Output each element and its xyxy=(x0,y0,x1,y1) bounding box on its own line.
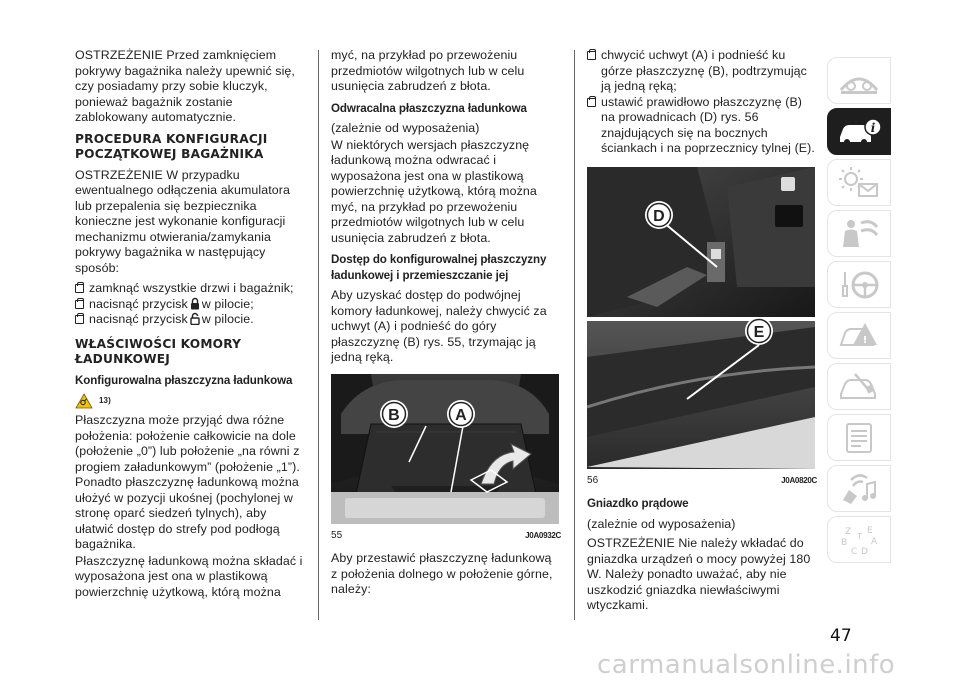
tab-index[interactable] xyxy=(827,516,891,563)
svg-text:D: D xyxy=(653,207,665,225)
cargo-floor-illustration xyxy=(331,374,559,524)
dashboard-icon xyxy=(837,64,881,98)
section-heading: PROCEDURA KONFIGURACJI POCZĄTKOWEJ BAGAŻNIKA xyxy=(75,131,268,161)
column-divider xyxy=(318,50,319,620)
steering-icon xyxy=(837,268,881,302)
svg-text:B: B xyxy=(841,537,848,548)
warning-paragraph: OSTRZEŻENIE Przed zamknięciem pokrywy bagażnika należy upewnić się, czy posiadamy przy sobie kluczyk, ponieważ bagażnik zostanie zablokowany automatycznie. xyxy=(75,48,295,124)
list-item: zamknąć wszystkie drzwi i bagażnik; xyxy=(75,281,307,297)
bullet-icon xyxy=(587,98,596,107)
svg-text:T: T xyxy=(857,531,862,541)
lights-icon xyxy=(837,166,881,200)
lock-icon xyxy=(190,297,200,310)
figure-number: 56 xyxy=(587,474,599,486)
callout-d xyxy=(645,201,673,229)
subsection-heading: Dostęp do konfigurowalnej płaszczyzny ładunkowej i przemieszczanie jej xyxy=(331,253,547,282)
svg-text:i: i xyxy=(870,120,876,135)
tab-multimedia[interactable] xyxy=(827,465,891,512)
tab-dashboard[interactable] xyxy=(827,57,891,104)
tab-lights[interactable] xyxy=(827,159,891,206)
subsection-heading: Odwracalna płaszczyzna ładunkowa xyxy=(331,101,527,115)
tab-maintenance[interactable] xyxy=(827,363,891,410)
body-paragraph: Płaszczyznę ładunkową można składać i wyposażona jest ona w plastikową powierzchnię użytkową, którą można xyxy=(75,553,303,599)
svg-text:A: A xyxy=(871,536,878,547)
page-number: 47 xyxy=(830,626,852,646)
figure-caption xyxy=(587,473,817,489)
callout-b xyxy=(380,400,408,428)
callout-e xyxy=(745,317,773,345)
list-item: ustawić prawidłowo płaszczyznę (B) na prowadnicach (D) rys. 56 znajdujących się na bocznych ściankach i na poprzecznicy tylnej (E). xyxy=(587,95,817,157)
svg-text:D: D xyxy=(861,546,868,557)
emergency-icon xyxy=(837,319,881,353)
list-item: chwycić uchwyt (A) i podnieść ku górze płaszczyznę (B), podtrzymując ją jedną ręką; xyxy=(587,48,817,95)
tab-emergency[interactable] xyxy=(827,312,891,359)
warning-paragraph: OSTRZEŻENIE Nie należy wkładać do gniazdka urządzeń o mocy powyżej 180 W. Należy ponadto uważać, aby nie uszkodzić gniazdka niewłaściwymi wtyczkami. xyxy=(587,536,811,612)
bullet-icon xyxy=(75,300,84,309)
svg-text:!: ! xyxy=(862,334,868,346)
tab-specs[interactable] xyxy=(827,414,891,461)
availability-note: (zależnie od wyposażenia) xyxy=(331,121,480,135)
index-icon xyxy=(837,523,881,557)
bullet-icon xyxy=(75,284,84,293)
car-info-icon xyxy=(837,115,881,149)
multimedia-icon xyxy=(837,472,881,506)
body-paragraph: Aby przestawić płaszczyznę ładunkową z położenia dolnego w położenie górne, należy: xyxy=(331,551,553,596)
body-paragraph: Płaszczyzna może przyjąć dwa różne położenia: położenie całkowicie na dole (położenie „0”) lub położenie „na równi z progiem załadunkowym” (położenie „1”). Ponadto płaszczyznę ładunkową można ułożyć w pozycji ukośnej (pochylonej w stronę oparć siedzeń tylnych), aby ułatwić dostęp do strefy pod podłogą bagażnika. xyxy=(75,413,300,551)
figure-55-cargo-floor xyxy=(331,374,559,524)
cargo-guides-illustration xyxy=(587,167,815,469)
figure-code: J0A0932C xyxy=(525,530,561,540)
figure-caption xyxy=(331,528,561,544)
tab-steering[interactable] xyxy=(827,261,891,308)
chapter-tabs xyxy=(827,57,891,567)
figure-code: J0A0820C xyxy=(781,475,817,485)
svg-text:A: A xyxy=(455,406,467,424)
tab-safety[interactable] xyxy=(827,210,891,257)
availability-note: (zależnie od wyposażenia) xyxy=(587,516,736,531)
body-paragraph: W niektórych wersjach płaszczyznę ładunkową można odwracać i wyposażona jest ona w plastikową powierzchnię użytkową, którą można myć, na przykład po przewożeniu przedmiotów wilgotnych lub w celu usunięcia zabrudzeń z błota. xyxy=(331,137,537,245)
list-item: nacisnąć przycisk w pilocie. xyxy=(75,312,307,328)
svg-text:B: B xyxy=(388,406,400,424)
watermark: carmanualsonline.info xyxy=(597,650,896,680)
warning-triangle-icon xyxy=(75,393,93,409)
safety-icon xyxy=(837,217,881,251)
column-1 xyxy=(75,48,307,601)
body-paragraph: myć, na przykład po przewożeniu przedmiotów wilgotnych lub w celu usunięcia zabrudzeń z błota. xyxy=(331,48,525,93)
body-paragraph: Aby uzyskać dostęp do podwójnej komory ładunkowej, należy chwycić za uchwyt (A) i podnieść do góry płaszczyznę (B) rys. 55, trzymając ją jedną ręką. xyxy=(331,288,547,364)
svg-text:C: C xyxy=(851,546,858,557)
tab-car-info[interactable] xyxy=(827,108,891,155)
unlock-icon xyxy=(190,312,200,325)
column-divider xyxy=(574,50,575,620)
warning-reference: 13) xyxy=(75,393,307,409)
column-2 xyxy=(331,48,561,599)
svg-text:E: E xyxy=(753,323,765,341)
callout-a xyxy=(447,400,475,428)
subsection-heading: Konfigurowalna płaszczyzna ładunkowa xyxy=(75,373,293,387)
column-3 xyxy=(587,48,817,615)
figure-56-guides xyxy=(587,167,815,469)
warning-paragraph: OSTRZEŻENIE W przypadku ewentualnego odłączenia akumulatora lub przepalenia się bezpiecznika konieczne jest wykonanie konfiguracji mechanizmu otwierania/zamykania pokrywy bagażnika w następujący sposób: xyxy=(75,167,290,275)
figure-number: 55 xyxy=(331,529,343,541)
maintenance-icon xyxy=(837,370,881,404)
bullet-icon xyxy=(75,315,84,324)
svg-text:Z: Z xyxy=(845,526,852,537)
list-item: nacisnąć przycisk w pilocie; xyxy=(75,297,307,313)
bullet-icon xyxy=(587,51,596,60)
section-heading: WŁAŚCIWOŚCI KOMORY ŁADUNKOWEJ xyxy=(75,336,242,366)
specs-icon xyxy=(837,421,881,455)
subsection-heading: Gniazdko prądowe xyxy=(587,497,689,510)
svg-text:E: E xyxy=(867,525,873,536)
